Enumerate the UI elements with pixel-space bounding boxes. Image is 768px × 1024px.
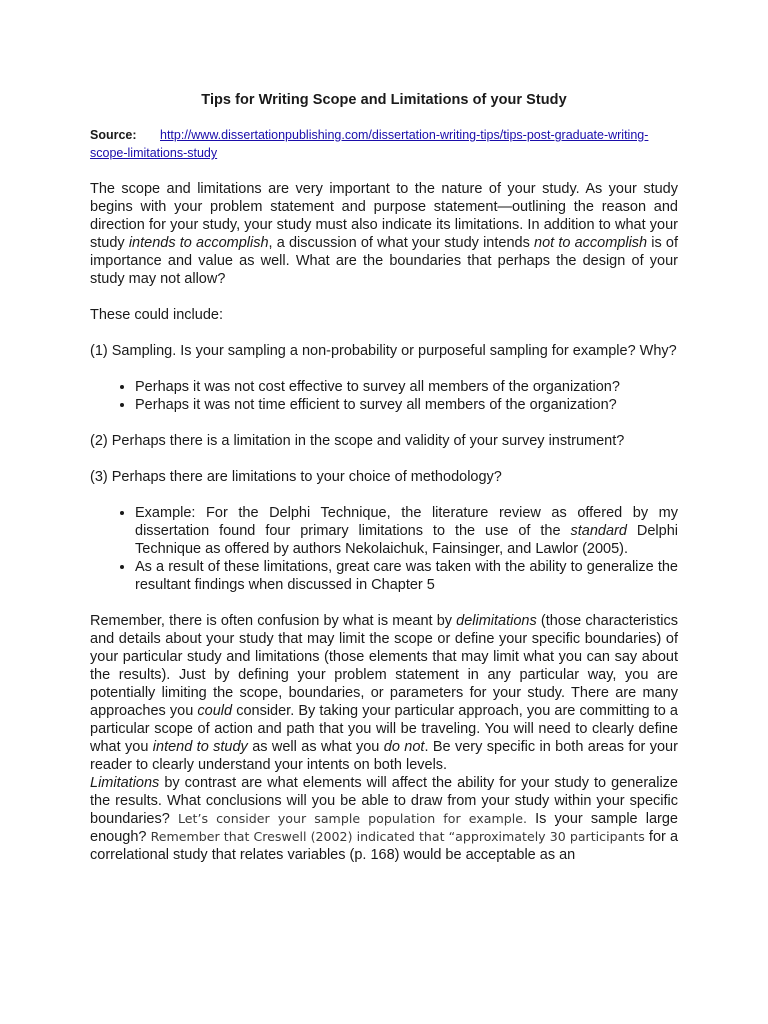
source-line	[90, 126, 678, 162]
limitations-text: for a correlational study that relates variables (p. 168) would be acceptable as an	[90, 829, 679, 863]
remember-emphasis: intend to study	[152, 739, 248, 755]
item-1-bullet-list	[90, 378, 678, 414]
limitations-text: by contrast are what elements will affect the ability for your study to generalize the results. What conclusions will you be able to draw from your study within your specific boundaries?	[90, 775, 678, 827]
remember-emphasis: could	[197, 703, 233, 719]
remember-text: consider. By taking your particular approach, you are committing to a particular scope of action and path that you will be traveling. You will need to clearly define what you	[90, 703, 678, 755]
limitations-paragraph	[90, 774, 678, 864]
intro-text-1: The scope and limitations are very important to the nature of your study. As your study begins with your problem statement and purpose statement—outlining the reason and direction for your study, your study must also indicate its limitations. In addition to what your study	[90, 181, 678, 251]
bullet-text: Delphi Technique as offered by authors Nekolaichuk, Fainsinger, and Lawlor (2005).	[135, 523, 679, 557]
remember-emphasis: delimitations	[456, 613, 537, 629]
document-title: Tips for Writing Scope and Limitations of your Study	[201, 92, 567, 108]
source-link[interactable]	[90, 128, 648, 160]
intro-text-3: is of importance and value as well. What are the boundaries that perhaps the design of your study may not allow?	[90, 235, 679, 287]
limitations-alt-font-text: Remember that Creswell (2002) indicated that “approximately 30 participants	[150, 829, 645, 844]
list-item: • Perhaps it was not time efficient to survey all members of the organization?	[135, 396, 678, 414]
intro-paragraph	[90, 180, 678, 288]
item-3-bullet-list	[90, 504, 678, 594]
could-include-paragraph: These could include:	[90, 307, 223, 323]
limitations-alt-font-text: Let’s consider your sample population for example.	[177, 811, 527, 826]
remember-emphasis: do not	[383, 739, 425, 755]
limitations-emphasis: Limitations	[90, 775, 160, 791]
list-item: • Perhaps it was not cost effective to survey all members of the organization?	[135, 378, 678, 396]
intro-emphasis-1: intends to accomplish	[128, 235, 269, 251]
remember-text: as well as what you	[247, 739, 384, 755]
remember-text: (those characteristics and details about your study that may limit the scope or define your specific boundaries) of your particular study and limitations (those elements that may limit what you can say about the results). Just by defining your problem statement in any particular way, you are potentially limiting the scope, boundaries, or parameters for your study. There are many approaches you	[90, 613, 678, 719]
limitations-text: Is your sample large enough?	[90, 811, 678, 845]
item-3-paragraph: (3) Perhaps there are limitations to your choice of methodology?	[90, 469, 502, 485]
bullet-text: Example: For the Delphi Technique, the literature review as offered by my dissertation found four primary limitations to the use of the	[135, 505, 678, 539]
source-label: Source:	[90, 128, 137, 142]
source-url-part-1[interactable]: http://www.dissertationpublishing.com/dissertation-writing-tips/tips-post-graduate-writing-	[160, 128, 649, 142]
item-1-paragraph: (1) Sampling. Is your sampling a non-probability or purposeful sampling for example? Why?	[90, 343, 677, 359]
remember-paragraph	[90, 612, 678, 774]
item-2-paragraph: (2) Perhaps there is a limitation in the scope and validity of your survey instrument?	[90, 433, 625, 449]
bullet-emphasis: standard	[570, 523, 627, 539]
list-item	[135, 504, 678, 558]
remember-text: . Be very specific in both areas for your reader to clearly understand your intents on both levels.	[90, 739, 678, 773]
remember-text: Remember, there is often confusion by what is meant by	[90, 613, 457, 629]
intro-emphasis-2: not to accomplish	[534, 235, 648, 251]
intro-text-2: , a discussion of what your study intends	[268, 235, 534, 251]
source-url-part-2[interactable]: scope-limitations-study	[90, 146, 218, 160]
list-item: • As a result of these limitations, great care was taken with the ability to generalize the resultant findings when discussed in Chapter 5	[135, 558, 678, 594]
